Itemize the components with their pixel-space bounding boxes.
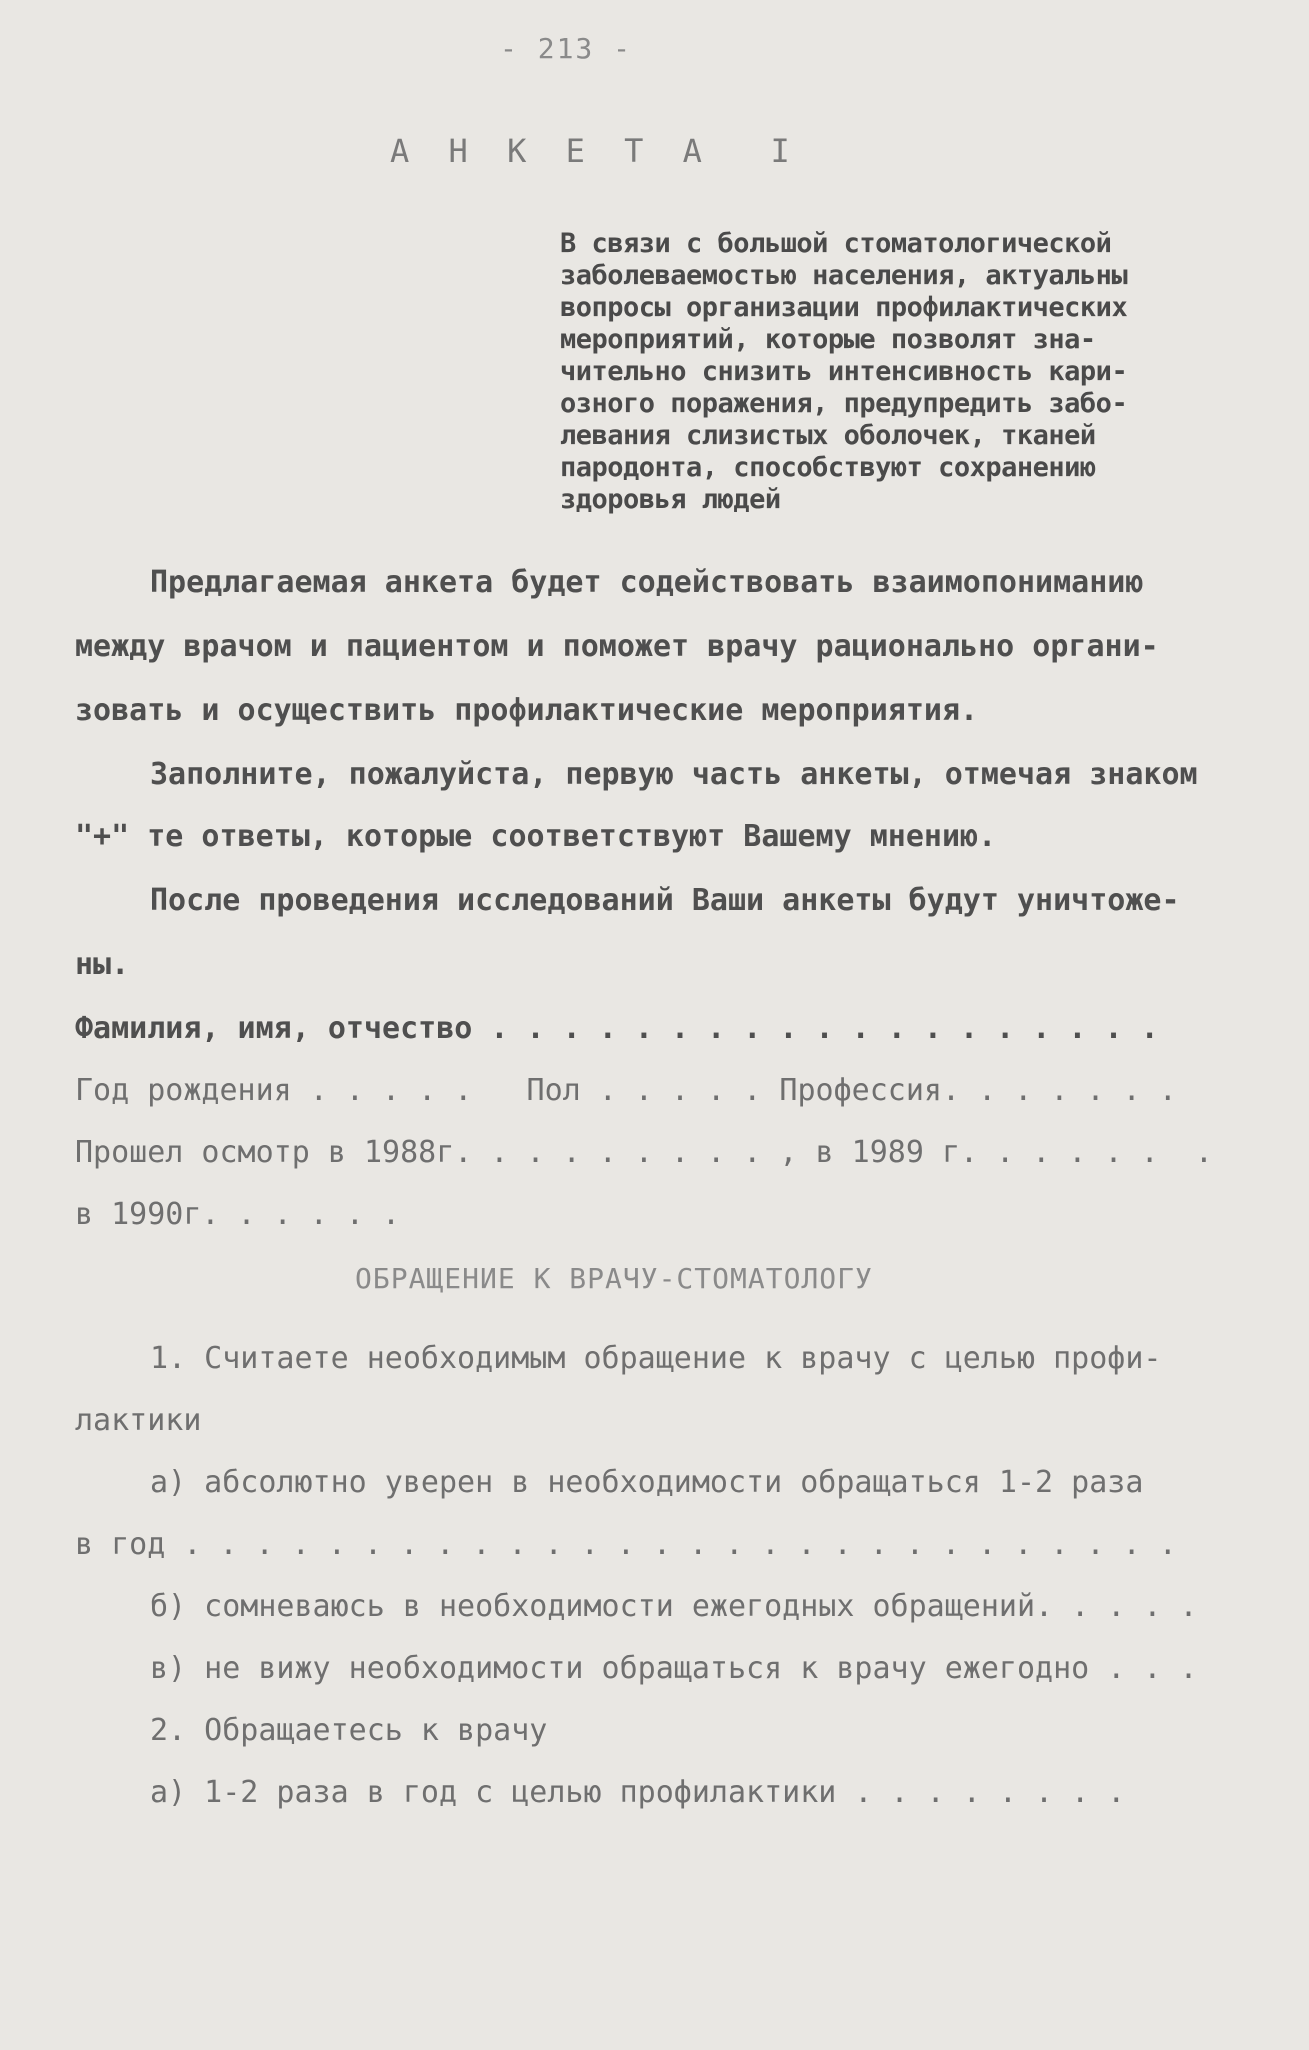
epigraph-line: вопросы организации профилактических [560,292,1128,323]
field-full-name: Фамилия, имя, отчество . . . . . . . . . . . . . . . . . . . [75,1011,1159,1046]
question-line: 1. Считаете необходимым обращение к врачу с целью профи- [150,1341,1162,1376]
intro-line: После проведения исследований Ваши анкеты будут уничтоже- [150,883,1180,918]
answer-option: в) не вижу необходимости обращаться к врачу ежегодно . . . [150,1651,1198,1686]
field-birth-sex-profession: Год рождения . . . . . Пол . . . . . Профессия. . . . . . . [75,1073,1177,1108]
epigraph-line: чительно снизить интенсивность кари- [560,356,1128,387]
epigraph-line: озного поражения, предупредить забо- [560,388,1128,419]
intro-line: Заполните, пожалуйста, первую часть анкеты, отмечая знаком [150,757,1198,792]
answer-option: в год . . . . . . . . . . . . . . . . . . . . . . . . . . . . [75,1527,1177,1562]
field-examinations: Прошел осмотр в 1988г. . . . . . . . . , в 1989 г. . . . . . . [75,1135,1213,1170]
intro-line: "+" те ответы, которые соответствуют Вашему мнению. [75,819,997,854]
epigraph-line: левания слизистых оболочек, тканей [560,420,1096,451]
epigraph-line: В связи с большой стоматологической [560,228,1112,259]
epigraph-line: мероприятий, которые позволят зна- [560,324,1096,355]
document-title: А Н К Е Т А I [390,132,800,170]
answer-option: б) сомневаюсь в необходимости ежегодных обращений. . . . . [150,1589,1198,1624]
answer-option: а) абсолютно уверен в необходимости обращаться 1-2 раза [150,1465,1144,1500]
intro-line: между врачом и пациентом и поможет врачу рационально органи- [75,629,1159,664]
intro-line: зовать и осуществить профилактические мероприятия. [75,693,979,728]
epigraph-line: заболеваемостью населения, актуальны [560,260,1128,291]
page-number: - 213 - [500,32,633,65]
question-line: лактики [75,1403,202,1438]
answer-option: а) 1-2 раза в год с целью профилактики . . . . . . . . [150,1775,1126,1810]
epigraph-line: здоровья людей [560,484,781,515]
intro-line: ны. [75,947,130,982]
intro-line: Предлагаемая анкета будет содействовать взаимопониманию [150,565,1144,600]
epigraph-line: пародонта, способствуют сохранению [560,452,1096,483]
section-title: ОБРАЩЕНИЕ К ВРАЧУ-СТОМАТОЛОГУ [355,1262,873,1295]
field-examination-1990: в 1990г. . . . . . [75,1197,401,1232]
question-line: 2. Обращаетесь к врачу [150,1713,548,1748]
